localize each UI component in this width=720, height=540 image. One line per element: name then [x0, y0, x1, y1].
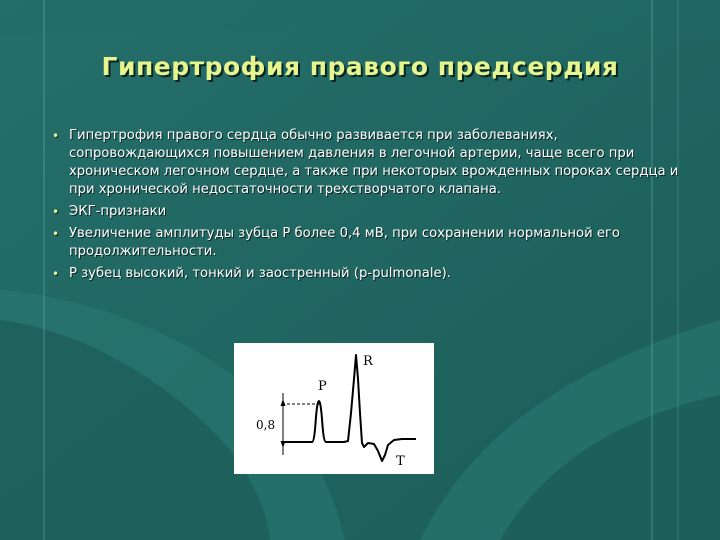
- bullet-text: ЭКГ-признаки: [69, 204, 167, 219]
- bullet-item: [52, 225, 682, 261]
- arrow-up-icon: [281, 399, 286, 406]
- amplitude-label: 0,8: [256, 418, 276, 432]
- ecg-diagram: [234, 343, 434, 474]
- ecg-trace: [284, 355, 416, 461]
- bullet-list: [52, 127, 682, 287]
- r-wave-label: R: [363, 354, 373, 369]
- bullet-item: [52, 127, 682, 199]
- bullet-text: Р зубец высокий, тонкий и заостренный (p-pulmonale).: [69, 266, 451, 281]
- bullet-item: [52, 265, 682, 283]
- bullet-dot-icon: •: [52, 227, 60, 241]
- t-wave-label: T: [396, 454, 405, 469]
- bullet-text: Увеличение амплитуды зубца Р более 0,4 мВ, при сохранении нормальной его продолжительности.: [69, 226, 620, 259]
- ecg-graph: [234, 343, 434, 474]
- bullet-dot-icon: •: [52, 129, 60, 143]
- bullet-item: [52, 203, 682, 221]
- slide-title: Гипертрофия правого предсердия: [101, 52, 619, 81]
- bullet-dot-icon: •: [52, 205, 60, 219]
- bullet-text: Гипертрофия правого сердца обычно развивается при заболеваниях, сопровождающихся повышением давления в легочной артерии, чаще всего при хроническом легочном сердце, а также при некоторых врожденных пороках сердца и при хронической недостаточности трехстворчатого клапана.: [69, 128, 679, 197]
- p-wave-label: P: [318, 379, 327, 394]
- bullet-dot-icon: •: [52, 267, 60, 281]
